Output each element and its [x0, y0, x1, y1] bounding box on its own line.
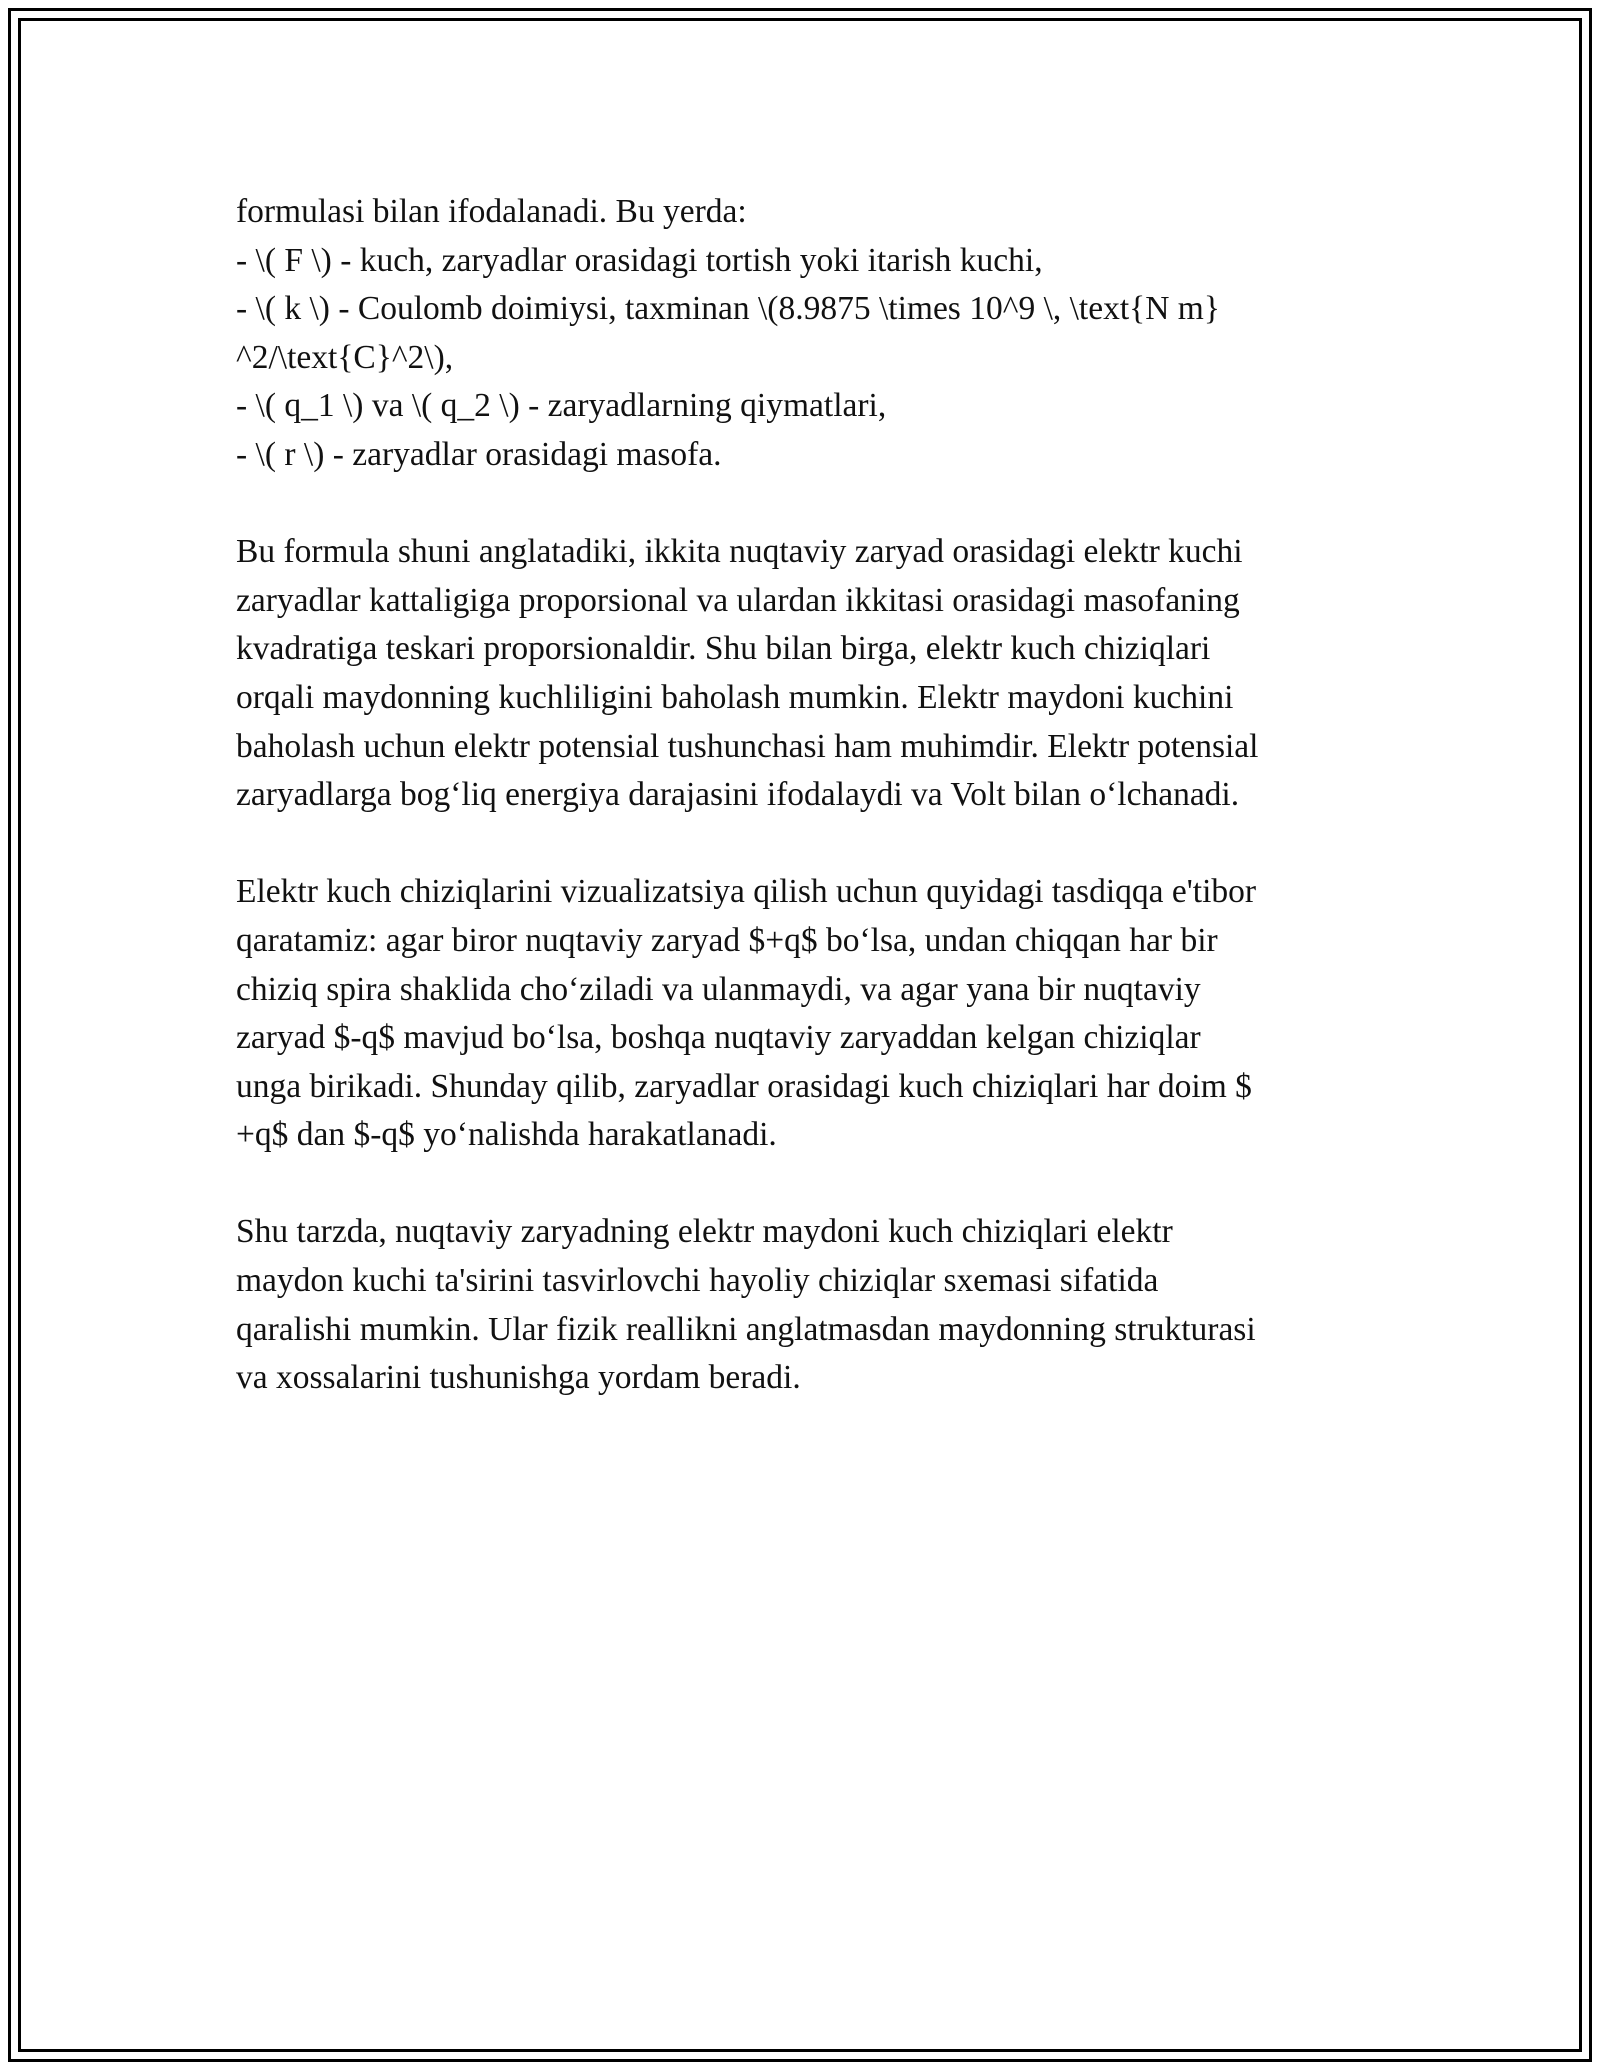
definition-item: ^2/\text{C}^2\), [236, 338, 454, 376]
paragraph-line: baholash uchun elektr potensial tushunchasi ham muhimdir. Elektr potensial [236, 727, 1259, 765]
paragraph-line: orqali maydonning kuchliligini baholash mumkin. Elektr maydoni kuchini [236, 678, 1234, 716]
definitions-block [236, 188, 1366, 480]
paragraph-line: Elektr kuch chiziqlarini vizualizatsiya qilish uchun quyidagi tasdiqqa e'tibor [236, 873, 1257, 911]
paragraph-line: Shu tarzda, nuqtaviy zaryadning elektr maydoni kuch chiziqlari elektr [236, 1213, 1173, 1251]
definition-item: - \( F \) - kuch, zaryadlar orasidagi tortish yoki itarish kuchi, [236, 241, 1043, 279]
paragraph-line: qaratamiz: agar biror nuqtaviy zaryad $+q$ bo‘lsa, undan chiqqan har bir [236, 921, 1218, 959]
paragraph-line: unga birikadi. Shunday qilib, zaryadlar orasidagi kuch chiziqlari har doim $ [236, 1067, 1252, 1105]
paragraph-line: maydon kuchi ta'sirini tasvirlovchi hayoliy chiziqlar sxemasi sifatida [236, 1262, 1159, 1300]
paragraph-line: chiziq spira shaklida cho‘ziladi va ulanmaydi, va agar yana bir nuqtaviy [236, 970, 1201, 1008]
paragraph-field-lines [236, 868, 1366, 1160]
definition-item: - \( k \) - Coulomb doimiysi, taxminan \(8.9875 \times 10^9 \, \text{N m} [236, 290, 1220, 328]
definitions-intro: formulasi bilan ifodalanadi. Bu yerda: [236, 193, 747, 230]
paragraph-line: qaralishi mumkin. Ular fizik reallikni anglatmasdan maydonning strukturasi [236, 1310, 1256, 1348]
paragraph-line: zaryadlarga bog‘liq energiya darajasini ifodalaydi va Volt bilan o‘lchanadi. [236, 776, 1240, 814]
definition-item: - \( r \) - zaryadlar orasidagi masofa. [236, 435, 722, 473]
paragraph-conclusion [236, 1208, 1366, 1402]
paragraph-line: kvadratiga teskari proporsionaldir. Shu bilan birga, elektr kuch chiziqlari [236, 630, 1211, 668]
paragraph-coulomb-explanation [236, 528, 1366, 820]
paragraph-line: Bu formula shuni anglatadiki, ikkita nuqtaviy zaryad orasidagi elektr kuchi [236, 533, 1243, 571]
document-body [236, 188, 1366, 1451]
definition-item: - \( q_1 \) va \( q_2 \) - zaryadlarning qiymatlari, [236, 387, 887, 425]
paragraph-line: +q$ dan $-q$ yo‘nalishda harakatlanadi. [236, 1116, 777, 1154]
paragraph-line: zaryad $-q$ mavjud bo‘lsa, boshqa nuqtaviy zaryaddan kelgan chiziqlar [236, 1019, 1201, 1057]
paragraph-line: zaryadlar kattaligiga proporsional va ulardan ikkitasi orasidagi masofaning [236, 581, 1240, 619]
paragraph-line: va xossalarini tushunishga yordam beradi. [236, 1359, 801, 1397]
